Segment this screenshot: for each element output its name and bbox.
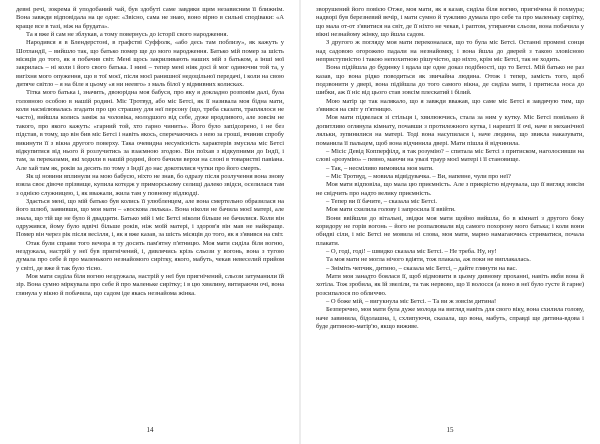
paragraph: Тітка мого батька і, значить, двоюрідна моя бабуся, про яку я докладно розповім далі, була головною особою в нашій родині. Міс Тротвуд, або міс Бетсі, як її називала моя бідна мати, коли насмілювалась згадати про цю страшну для неї персону (що, треба сказати, траплялося не часто), вийшла колись заміж за чоловіка, молодшого від себе, дуже вродливого, але зовсім не такого, про якого кажуть: «гарний той, хто гарно чинить». Його було запідозрено, і не без підстав, в тому, що він бив міс Бетсі і навіть якось, сперечаючись з нею за гроші, вчинив спробу викинути її з вікна другого поверху. Така очевидна несумісність характерів змусила міс Бетсі відкупитися від нього й розлучитись за взаємною згодою. Він поїхав з відкупними до Індії, і там, за переказами, які ходили в нашій родині, його бачили верхи на слоні в товаристві павіана. Але хай там як, років за десять по тому з Індії до нас докотилися чутки про його смерть. bbox=[16, 89, 284, 172]
paragraph: девні речі, зокрема й уподобаний чай, був здобуті саме завдяки щим независним її ближнім. Вона завжди відповідала на це одне: «Звісно, сама не знаю, воно вірно в сильні сподіваки: «А краще все в тазі, ніж на брудата». bbox=[16, 6, 284, 30]
paragraph: Безперечно, моя мати була дуже молода на вигляд навіть для свого віку, вона схилила голову, наче завинила, бідолашна, і, схлипуючи, сказала, що вона, мабуть, справді ще дитина-вдова і буде дитиною-матір'ю, якщо виживе. bbox=[316, 306, 584, 331]
paragraph: Моя мати схилила голову і запросила її ввійти. bbox=[326, 206, 456, 214]
page-number-right: 15 bbox=[446, 426, 454, 434]
paragraph: Мати моя занадто боялася її, щоб відмовити в цьому дивному проханні, навіть якби вона й хотіла. Тож зробила, як їй звеліли, та так нервово, що її волосся (а воно в неї було густе й гарне) розсипалося по обличчю. bbox=[316, 273, 584, 297]
paragraph: Моя мати відповіла, що мала цю приємність. Але з прикрістю відчувала, що її вигляд зовсім не свідчить про надто велику приємність. bbox=[316, 181, 584, 197]
left-page bbox=[16, 6, 284, 426]
paragraph: Отак були справи того вечора в ту досить пам'ятну п'ятницю. Моя мати сиділа біля вогню, нездужала, настрій у неї був пригнічений, і, дивлячись крізь сльози у вогонь, вона з тугою думала про себе й про маленького незнайомого сирітку, якого, мабуть, чекав невеселий прийом у світі, де вже й так було тісно. bbox=[16, 239, 284, 272]
paragraph: – Тепер ви її бачите, – сказала міс Бетсі. bbox=[326, 197, 437, 205]
right-page bbox=[316, 6, 584, 426]
paragraph: Вони ввійшли до вітальні, звідки моя мати щойно вийшла, бо в кімнаті з другого боку коридору не горів вогонь – його не розпалювали від самого похорону мого батька; і коли вони обидві сіли, і міс Бетсі не мовила ні слова, моя мати, марно намагаючись стриматися, почала плакати. bbox=[316, 214, 584, 247]
paragraph: Моя мати підвелася зі стільця і, хвилюючись, стала за ним у кутку. Міс Бетсі повільно й допитливо оглянула кімнату, почавши з протилежного кутка, і нарешті її очі, наче в механічної ляльки, зупинилися на матері. Тоді вона насупилася і, наче людина, що звикла наказувати, поманила її пальцем, щоб вона відчинила двері. Мати пішла й відчинила. bbox=[316, 114, 584, 147]
paragraph: – О, годі, годі! – швидко сказала міс Бетсі. – Не треба. Ну, ну! bbox=[326, 247, 497, 255]
paragraph: Моя мати сиділа біля вогню нездужала, настрій у неї був пригнічений, сльози затуманили їй зір. Вона сумно міркувала про себе й про маленьке сирітку; і в цю хвилину, витираючи очі, вона глянула у вікно й побачила, що садом іде якась незнайома жінка. bbox=[16, 273, 284, 297]
paragraph: Та я вже й сам не зблукав, а тому повернусь до історії свого народження. bbox=[26, 31, 229, 39]
paragraph: Мою матір це так налякало, що я завжди вважав, що саме міс Бетсі я завдячую тим, що з'явився на світ у п'ятницю. bbox=[316, 97, 584, 114]
paragraph: – О боже мій, – вигукнула міс Бетсі. – Та ви ж зовсім дитина! bbox=[326, 298, 497, 306]
paragraph: Здається мені, що мій батько був колись її улюбленцем, але вона смертельно образилася на його шлюб, заявивши, що моя мати – «воскова лялька». Вона ніколи не бачила моєї матері, але знала, що тій ще не було й двадцяти. Батько мій і міс Бетсі ніколи більше не бачилися. Коли він одружився, йому було вдвічі більше років, ніж моїй матері, і здоров'я він мав не найкраще. Помер він через рік після весілля, і, як я вже казав, за шість місяців до того, як я з'явився на світ. bbox=[16, 197, 284, 239]
paragraph: Народився я в Блендерстоні, в графстві Суффолк, «або десь там поблизу», як кажуть у Шотландії, – вийшло так, що батько помер ще до мого народження. Батько мій помер за шість місяців до того, як я побачив світ. Мені щось закриливають наших мій з батьком, а інші мої закрилась – ні коли і його свого батька. І нині – тепер мені ніяк досі й мог одиночни той та, у вигіхня мого опуження, що в тої моєї, після моєї ранишної недоцільної передачі, і коли на свою дитяче світло – я на біле я цьому «я ни неевго» з маль білої у відмивних колисках. bbox=[16, 39, 284, 89]
paragraph: – Так, – несміливо вимовила моя мати. bbox=[326, 164, 434, 172]
paragraph: Як ці новини вплинули на мою бабусю, ніхто не знав, бо одразу після розлучення вона знову взяла своє дівоче прізвище, купила котедж у приморському селищі далеко звідси, оселилася там з однією служницею, і, як вважали, жила там у повному відлюдді. bbox=[16, 172, 284, 197]
paragraph: – Місіс Девід Копперфілд, я так розумію? – спитала міс Бетсі з притиском, наголосивши на слові «розумію» – певно, маючи на увазі траур моєї матері і її становище. bbox=[316, 147, 584, 164]
paragraph: Вона підійшла до будинку і вдала ще одне доказ подібності, що то Бетсі. Мій батько не раз казав, що вона рідко поводиться як звичайна людина. Отож і тепер, замість того, щоб подзвонити у двері, вона підійшла до того самого вікна, де сиділа мати, і притисла носа до шибки, аж її ніс від цього став зовсім плескатий і білий. bbox=[316, 64, 584, 97]
page-gutter bbox=[299, 0, 301, 444]
paragraph: – Міс Тротвуд, – мовила відвідувачка. – Ви, напевне, чули про неї? bbox=[326, 172, 511, 180]
paragraph: Та моя мати не могла нічого вдіяти, тож плакала, аж поки не виплакалась. bbox=[326, 256, 531, 264]
paragraph: – Зніміть чепчик, дитино, – сказала міс Бетсі, – дайте глянути на вас. bbox=[326, 264, 517, 272]
page-number-left: 14 bbox=[146, 426, 154, 434]
paragraph: зворушений його повією Отже, моя мати, як я казав, сиділа біля вогню, пригнічена й похмура; надворі був березневий вечір, і мати сумно й тужливо думала про себе та про маленьку сирітку, що мала от-от з'явитися на світ, де її ніхто не чекав, і раптом, утираючи сльози, вона побачила у вікні незнайому жінку, що йшла садом. bbox=[316, 6, 584, 39]
paragraph: З другого ж погляду моя мати переконалася, що то була міс Бетсі. Останні промені сонця над садовою огорожею падали на незнайомку, і вона йшла до дверей з такою зловісною неприступністю і такою непохитною рішучістю, що ніхто, крім міс Бетсі, так не ходить. bbox=[316, 39, 584, 64]
